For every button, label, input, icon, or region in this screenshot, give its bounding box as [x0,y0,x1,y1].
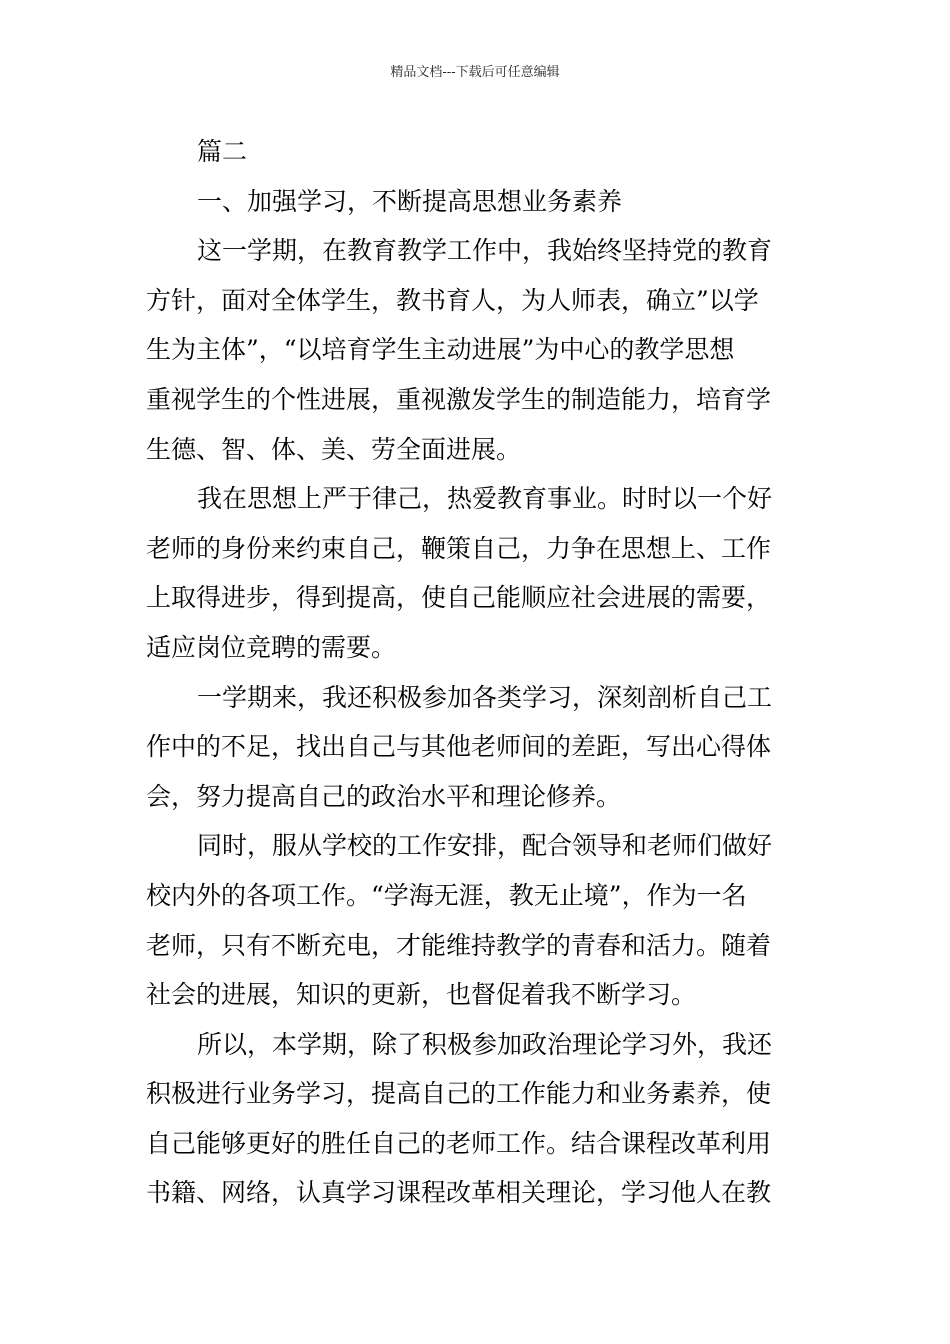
text-line: 生为主体”，“以培育学生主动进展”为中心的教学思想 [146,335,735,365]
text-line: 篇二 [197,137,248,166]
text-line: 老师，只有不断充电，才能维持教学的青春和活力。随着 [146,930,772,960]
text-line: 上取得进步，得到提高，使自己能顺应社会进展的需要， [146,583,772,613]
text-line: 生德、智、体、美、劳全面进展。 [146,434,522,464]
text-line: 书籍、网络，认真学习课程改革相关理论，学习他人在教 [146,1178,772,1208]
page-header: 精品文档---下载后可任意编辑 [390,65,560,80]
text-line: 会，努力提高自己的政治水平和理论修养。 [146,781,622,811]
text-line: 同时，服从学校的工作安排，配合领导和老师们做好 [197,831,773,861]
text-line: 所以，本学期，除了积极参加政治理论学习外，我还 [197,1029,773,1059]
text-line: 自己能够更好的胜任自己的老师工作。结合课程改革利用 [146,1128,772,1158]
text-line: 一、加强学习，不断提高思想业务素养 [197,186,623,216]
text-line: 一学期来，我还积极参加各类学习，深刻剖析自己工 [197,682,773,712]
text-line: 校内外的各项工作。“学海无涯，教无止境”，作为一名 [146,880,747,910]
document-body [146,127,806,1218]
text-line: 社会的进展，知识的更新，也督促着我不断学习。 [146,980,697,1010]
text-line: 作中的不足，找出自己与其他老师间的差距，写出心得体 [146,732,772,762]
text-line: 重视学生的个性进展，重视激发学生的制造能力，培育学 [146,384,772,414]
text-line: 这一学期，在教育教学工作中，我始终坚持党的教育 [197,236,773,266]
text-line: 积极进行业务学习，提高自己的工作能力和业务素养，使 [146,1079,772,1109]
text-line: 我在思想上严于律己，热爱教育事业。时时以一个好 [197,484,773,514]
text-line: 老师的身份来约束自己，鞭策自己，力争在思想上、工作 [146,533,772,563]
text-line: 适应岗位竞聘的需要。 [146,632,397,662]
text-line: 方针，面对全体学生，教书育人，为人师表，确立”以学 [146,285,759,315]
